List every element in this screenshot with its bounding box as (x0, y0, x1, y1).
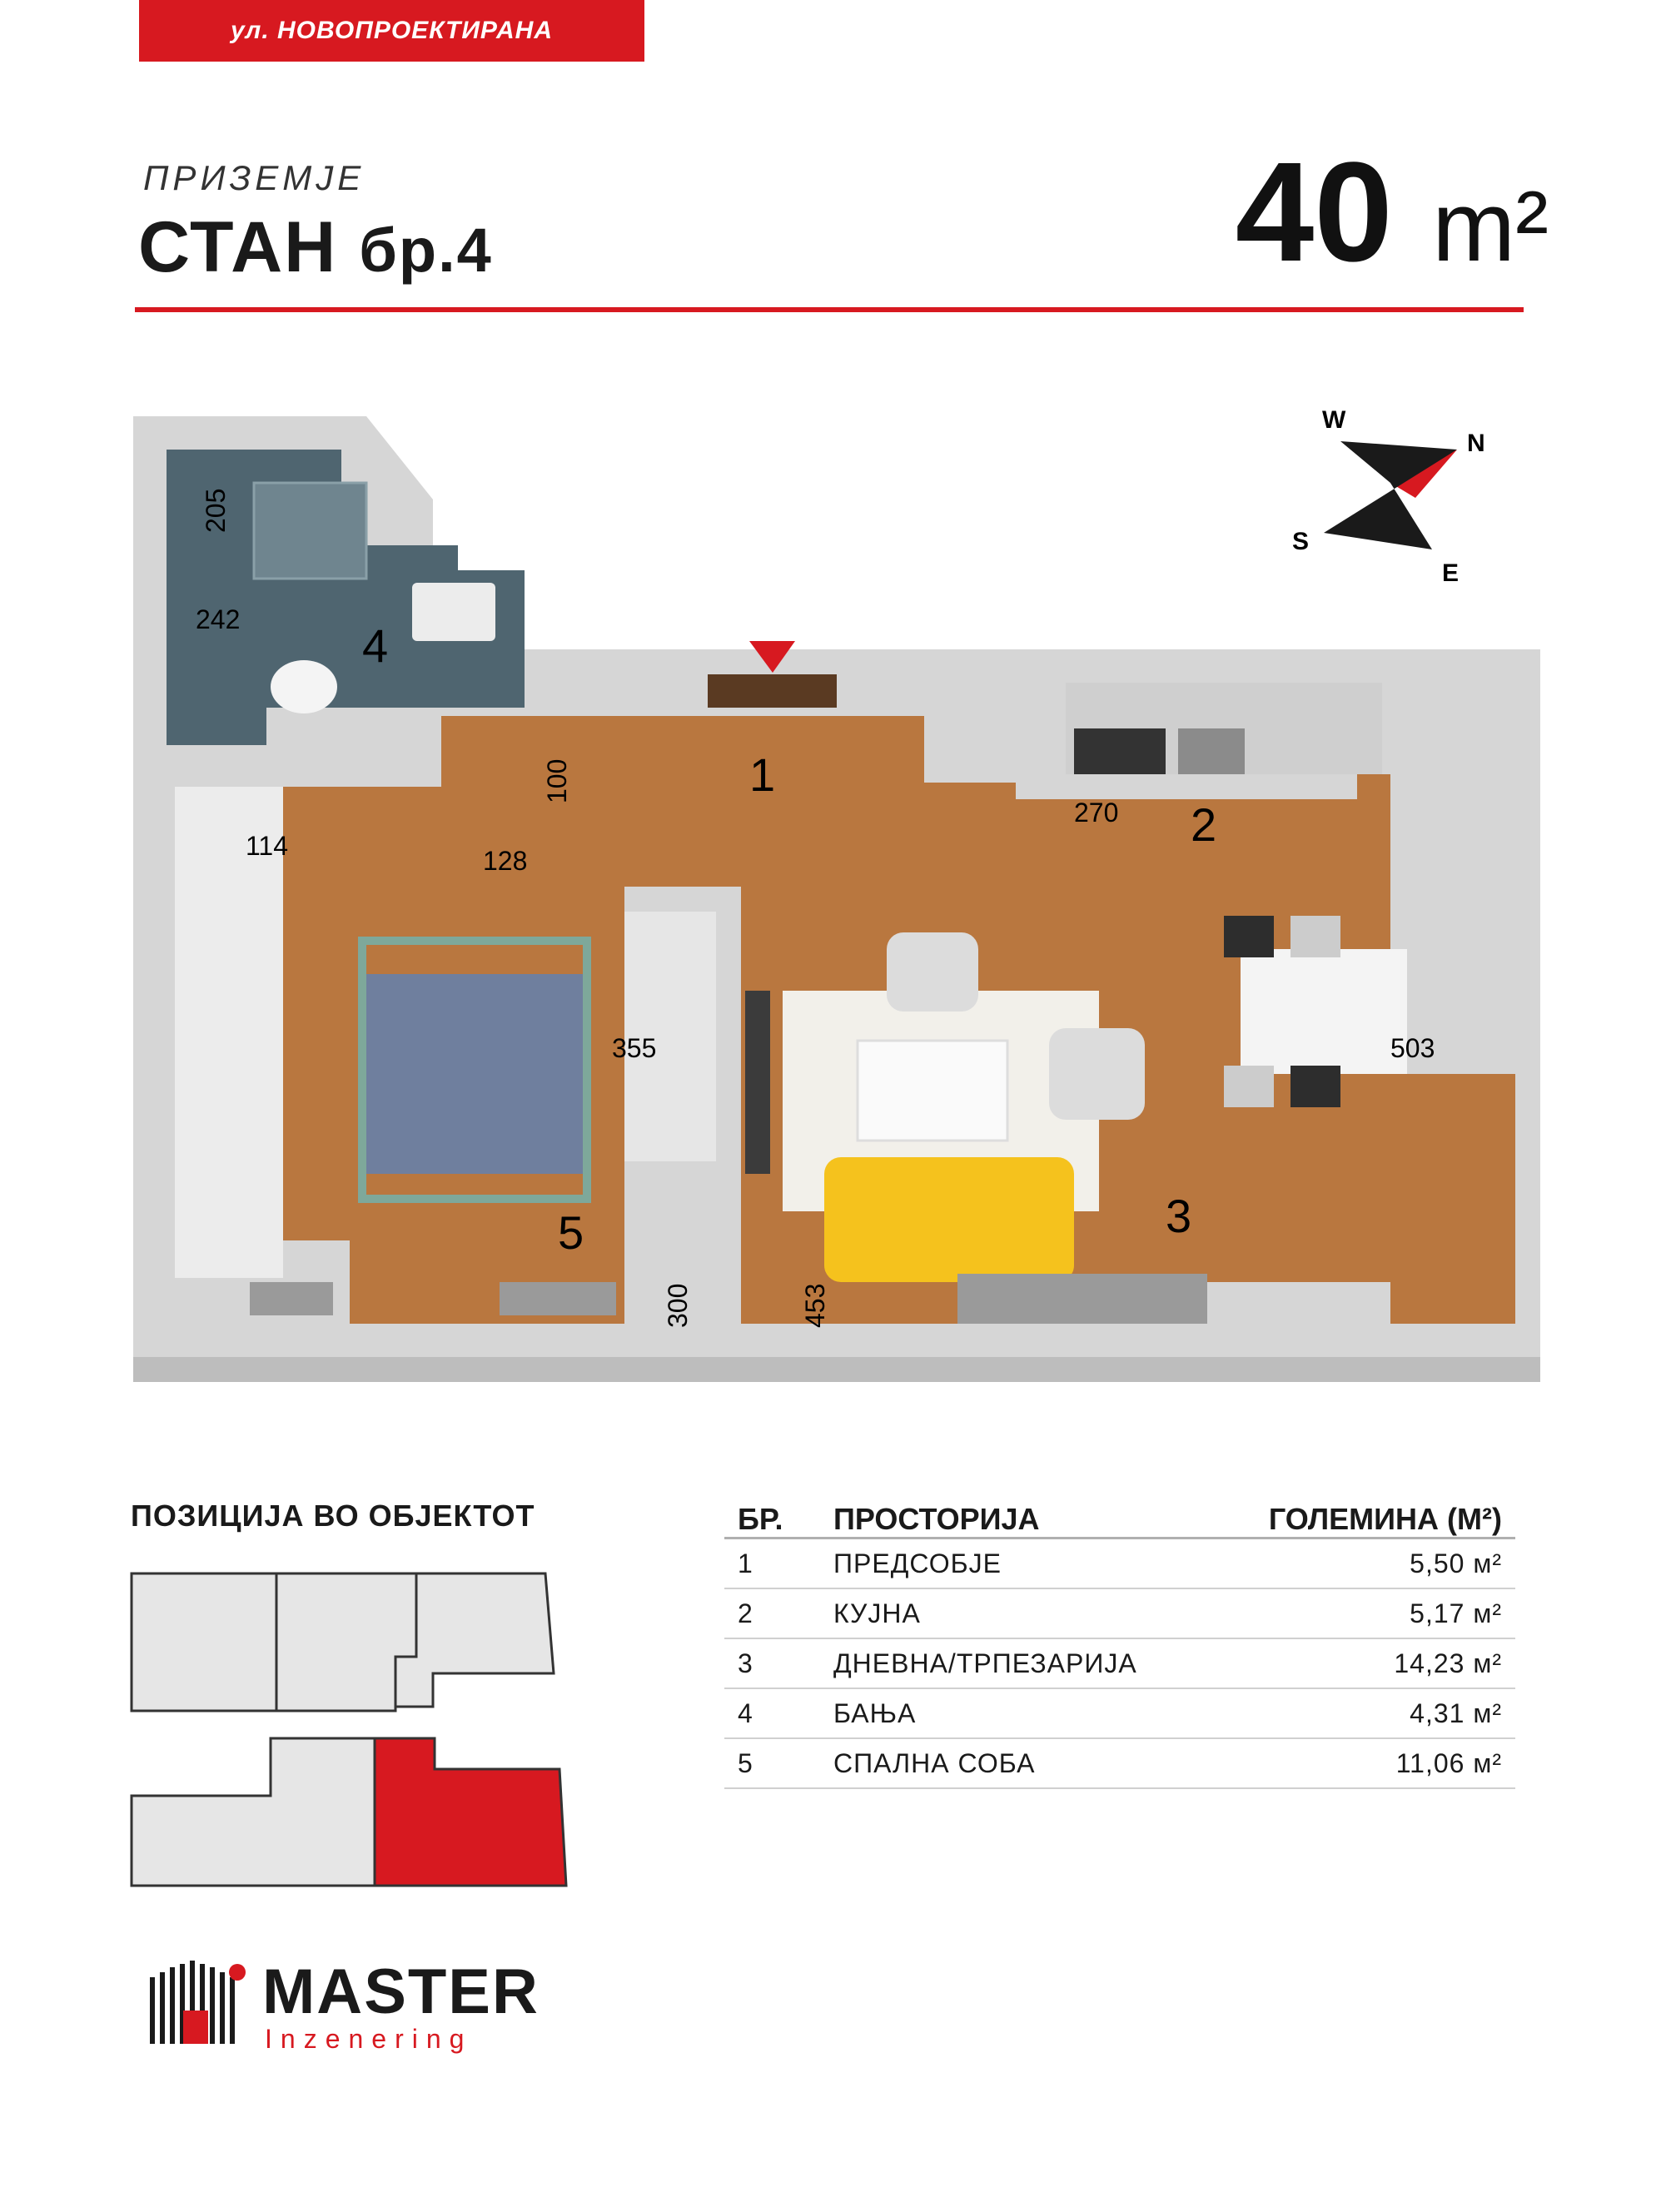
partition-bedroom-living (624, 887, 741, 903)
room-number: 2 (1191, 798, 1217, 851)
dimension-label: 114 (246, 831, 289, 861)
entrance-door (708, 674, 837, 708)
logo-subtitle: Inzenering (265, 2024, 473, 2054)
dimension-label: 270 (1074, 798, 1119, 828)
ground-floor-outline (132, 1738, 375, 1886)
upper-floor-outline (132, 1573, 554, 1711)
dimension-label: 242 (196, 604, 241, 634)
apartment-label: СТАН (138, 207, 338, 287)
table-row (724, 1639, 1515, 1689)
row-room: ПРЕДСОБЈЕ (833, 1548, 1002, 1578)
chair-3 (1224, 1066, 1274, 1107)
area-total (1157, 133, 1549, 297)
area-value: 40 (1235, 133, 1393, 291)
header-room: ПРОСТОРИЈА (833, 1502, 1040, 1536)
header-divider (135, 307, 1524, 312)
row-nr: 5 (738, 1747, 753, 1778)
room-number: 4 (362, 619, 389, 672)
compass-s: S (1292, 528, 1310, 555)
armchair-right (1049, 1028, 1145, 1120)
row-room: БАЊА (833, 1698, 917, 1728)
armchair-top (887, 932, 978, 1012)
row-size: 14,23 м² (1394, 1648, 1502, 1678)
apartment-title (138, 206, 493, 289)
position-minimap (125, 1565, 591, 1898)
dimension-label: 503 (1390, 1033, 1435, 1063)
street-banner (139, 0, 644, 62)
window-bedroom-1 (250, 1282, 333, 1315)
dimension-label: 100 (542, 758, 572, 803)
chair-4 (1290, 1066, 1340, 1107)
compass-needle-body (1324, 441, 1457, 549)
company-logo (150, 1956, 540, 2054)
header-nr: БР. (738, 1502, 783, 1536)
row-nr: 1 (738, 1548, 753, 1578)
dimension-label: 453 (800, 1283, 830, 1328)
kitchen-hob (1074, 728, 1166, 774)
row-size: 5,50 м² (1410, 1548, 1502, 1578)
row-nr: 4 (738, 1698, 753, 1728)
row-nr: 2 (738, 1598, 753, 1628)
chair-1 (1224, 916, 1274, 957)
row-room: КУЈНА (833, 1598, 921, 1628)
table-row (724, 1739, 1515, 1789)
row-nr: 3 (738, 1648, 753, 1678)
position-title: ПОЗИЦИЈА ВО ОБЈЕКТОТ (131, 1499, 535, 1533)
table-row (724, 1589, 1515, 1639)
shower-tray (254, 483, 366, 579)
street-name: ул. НОВОПРОЕКТИРАНА (230, 17, 554, 44)
partition-vertical (724, 887, 741, 1328)
floor-label: ПРИЗЕМЈЕ (143, 158, 366, 197)
dimension-label: 128 (483, 846, 528, 876)
table-row (724, 1539, 1515, 1589)
table-header (724, 1495, 1515, 1539)
toilet (271, 660, 337, 713)
bed (366, 974, 583, 1174)
row-room: СПАЛНА СОБА (833, 1747, 1036, 1778)
apartment-highlight (375, 1738, 566, 1886)
dimension-label: 300 (663, 1283, 693, 1328)
wall-shadow-bottom (133, 1357, 1540, 1382)
row-size: 4,31 м² (1410, 1698, 1502, 1728)
compass-n: N (1467, 430, 1485, 457)
table-row (724, 1689, 1515, 1739)
compass-e: E (1442, 559, 1460, 587)
compass-w: W (1322, 408, 1346, 434)
row-size: 5,17 м² (1410, 1598, 1502, 1628)
tv-console (745, 991, 770, 1174)
window-bedroom-2 (500, 1282, 616, 1315)
logo-icon (150, 1961, 250, 2044)
room-table (724, 1495, 1515, 1789)
chair-2 (1290, 916, 1340, 957)
room-number: 1 (749, 748, 776, 801)
logo-wordmark: MASTER (262, 1956, 540, 2027)
kitchen-sink (1178, 728, 1245, 774)
room-number: 3 (1166, 1190, 1192, 1242)
sofa (824, 1157, 1074, 1282)
header-size: ГОЛЕМИНА (М²) (1268, 1502, 1502, 1536)
row-room: ДНЕВНА/ТРПЕЗАРИЈА (833, 1648, 1137, 1678)
row-size: 11,06 м² (1395, 1747, 1502, 1778)
dimension-label: 205 (201, 488, 231, 533)
compass-rose (1292, 408, 1485, 587)
sink-cabinet (412, 583, 495, 641)
room-number: 5 (558, 1206, 584, 1259)
dining-table (1241, 949, 1407, 1074)
dimension-label: 355 (612, 1033, 657, 1063)
coffee-table (858, 1041, 1007, 1141)
area-unit: m² (1432, 171, 1549, 282)
floor-plan (125, 408, 1540, 1399)
window-living (957, 1274, 1207, 1324)
apartment-number: бр.4 (359, 216, 493, 285)
